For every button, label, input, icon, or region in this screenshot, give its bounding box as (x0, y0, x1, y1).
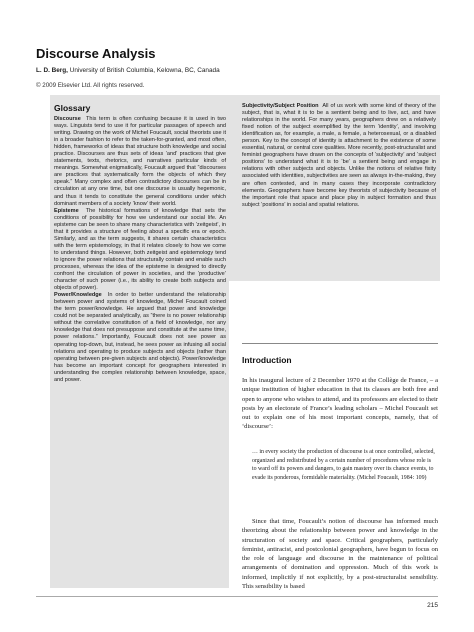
section-divider (242, 343, 438, 344)
introduction-paragraph-2 (242, 517, 438, 591)
glossary-entry-discourse (54, 116, 226, 208)
introduction-heading: Introduction (242, 355, 292, 365)
introduction-paragraph-1: In his inaugural lecture of 2 December 1970 at the Collège de France, – a unique institution of higher education in that its classes are both free and open to anyone who wishes to attend, and its professors are elected to their posts by an electorate of France’s leading scholars – Michel Foucault set out to explain one of his most important concepts, namely, that of ‘discourse’: (242, 377, 438, 431)
glossary-definition: The historical formations of knowledge that sets the conditions of possibility for how we understand our social life. An episteme can be seen to share many characteristics with ‘zeitgeist’, in that it provides a structure of feeling about a specific era or epoch. Similarly, and as the term suggests, it shares certain characteristics with the term epistemology, in that it relates closely to how we come to understand things. However, both zeitgeist and epistemology tend to ignore the power relations that structurally contain and enable such processes, whereas the idea of the episteme is designed to directly confront the circulation of power in societies, and the ‘productive’ character of such power (i.e., its ability to create both subjects and objects of power). (54, 207, 226, 292)
glossary-heading: Glossary (54, 103, 91, 113)
glossary-term: Subjectivity/Subject Position (242, 103, 319, 109)
glossary-entry-power-knowledge (54, 292, 226, 384)
glossary-term: Power/Knowledge (54, 292, 102, 299)
glossary-definition: This term is often confusing because it is used in two ways. Linguists tend to use it for particular passages of speech and writing. Drawing on the work of Michel Foucault, social theorists use it in a broader fashion to refer to the taken-for-granted, and most often, hidden, frameworks of ideas that structure both knowledge and social practice. Discourses are thus sets of ideas ‘and’ practices that give statements, texts, rhetorics, and narratives particular kinds of meanings. Somewhat enigmatically, Foucault argued that “discourses are practices that systematically form the objects of which they speak.” Many complex and often contradictory discourses can be in circulation at any one time, but one discourse is usually hegemonic, and thus it tends to constitute the general conditions under which dominant members of a society ‘know’ their world. (54, 116, 226, 207)
glossary-left-column (54, 103, 226, 384)
glossary-definition: In order to better understand the relationship between power and systems of knowledge, Michel Foucault coined the term power/knowledge. He argued that power and knowledge could not be separated analytically, as “there is no power relationship without the correlative constitution of a field of knowledge, nor any knowledge that does not presuppose and constitute at the same time, power relations.” Importantly, Foucault does not see power as operating top-down, but, instead, he sees power as infusing all social relations and operating to produce subjects and objects (rather than operating between pre-given subjects and objects). Power/knowledge has become an important concept for geographers interested in understanding the complex relationship between knowledge, space, and power. (54, 292, 226, 383)
author-affiliation: University of British Columbia, Kelowna, BC, Canada (67, 67, 220, 74)
author-line (36, 67, 220, 74)
glossary-term: Episteme (54, 207, 79, 214)
copyright-notice: © 2009 Elsevier Ltd. All rights reserved. (36, 82, 145, 89)
introduction-paragraph-2-text: Since that time, Foucault’s notion of discourse has informed much theorizing about the relationship between power and knowledge in the structuration of society and space. Critical geographers, particularly feminist, antiracist, and postcolonial geographers, have begun to focus on the role of language and discourse in the maintenance of political arrangements of domination and oppression. Much of this work is informed, implicitly if not explicitly, by a post-structuralist sensibility. This sensibility is based (242, 518, 438, 591)
glossary-right-column (242, 103, 436, 209)
footer-divider (36, 596, 438, 597)
foucault-quote: … in every society the production of discourse is at once controlled, selected, organized and redistributed by a certain number of procedures whose role is to ward off its powers and dangers, to gain mastery over its chance events, to evade its ponderous, formidable materiality. (Michel Foucault, 1984: 109) (252, 449, 435, 482)
glossary-term: Discourse (54, 116, 81, 122)
page-number: 215 (427, 602, 438, 609)
glossary-entry-episteme (54, 208, 226, 293)
glossary-entry-subjectivity (242, 103, 436, 209)
glossary-definition: All of us work with some kind of theory of the subject, that is, what it is to be a sentient being and to live, act, and have relationships in the world. For many years, geographers drew on a relatively fixed notion of the subject exemplified by the term ‘identity’, and involving identification as, for example, a male, a female, a heterosexual, or a disabled person. Key to the concept of identity is attachment to the existence of some essential, natural, or central core qualities. More recently, post-structuralist and feminist geographers have drawn on the concepts of ‘subjectivity’ and ‘subject positions’ to understand what it is to ‘be’ a sentient being and engage in relations with other subjects and objects. Unlike the notions of relative fixity associated with identities, subjectivities are seen as always in-the-making, they are often contested, and in many cases they incorporate contradictory elements. Geographers have become key theorists of subjectivity because of the important role that space and place play in subject formation and thus subject ‘positions’ in social and spatial relations. (242, 103, 436, 208)
author-name: L. D. Berg, (36, 67, 68, 74)
article-title: Discourse Analysis (36, 46, 156, 61)
